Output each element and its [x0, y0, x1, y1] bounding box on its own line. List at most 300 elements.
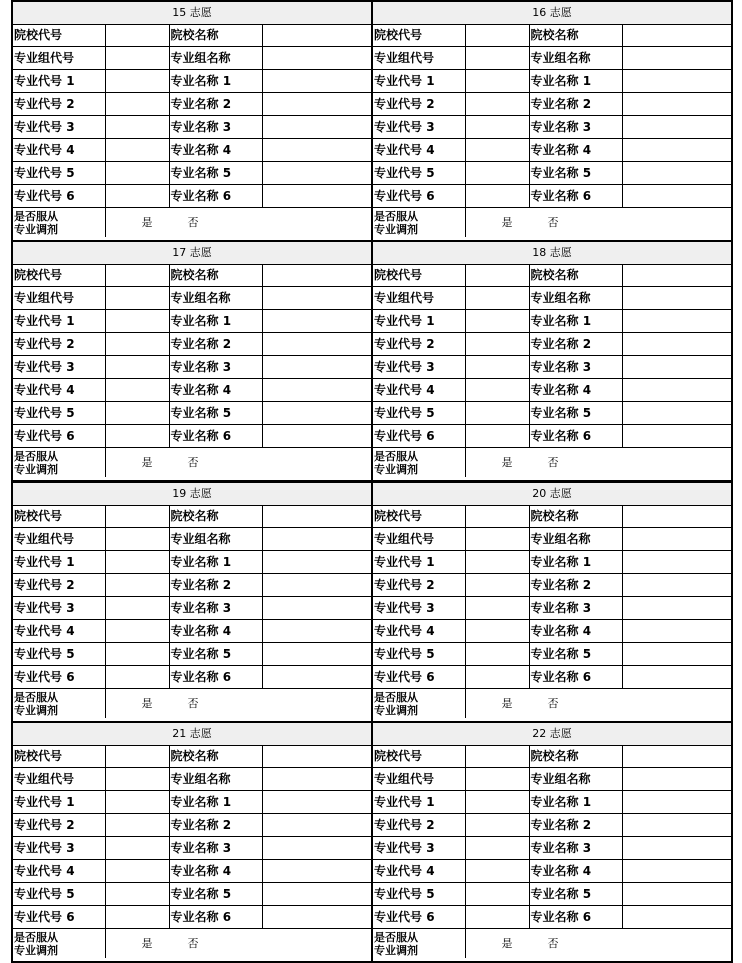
choice-card [11, 0, 373, 242]
adjust-no-option[interactable]: 否 [547, 455, 559, 469]
major-row [13, 597, 371, 620]
major-code-input[interactable] [465, 837, 529, 860]
group-code-input[interactable] [465, 47, 529, 70]
major-name-input[interactable] [262, 906, 371, 929]
major-code-input[interactable] [105, 162, 169, 185]
major-name-input[interactable] [262, 70, 371, 93]
major-name-label [169, 116, 262, 139]
adjust-no-option[interactable]: 否 [187, 936, 199, 950]
major-name-prefix: 专业名称 [170, 143, 219, 157]
major-number: 6 [66, 670, 75, 684]
major-row [373, 837, 731, 860]
adjust-label-line1: 是否服从 [14, 690, 58, 704]
major-number: 1 [582, 314, 592, 328]
choice-title: 20 志愿 [373, 483, 731, 506]
major-number: 4 [222, 383, 232, 397]
group-code-input[interactable] [105, 47, 169, 70]
major-code-input[interactable] [105, 425, 169, 448]
major-name-prefix: 专业名称 [170, 429, 219, 443]
group-row [373, 47, 731, 70]
school-code-input[interactable] [465, 745, 529, 768]
major-code-label [13, 356, 105, 379]
major-code-label [373, 814, 465, 837]
major-code-label [373, 597, 465, 620]
major-row [373, 666, 731, 689]
major-row [13, 379, 371, 402]
major-number: 6 [222, 910, 232, 924]
adjust-no-option[interactable]: 否 [547, 696, 559, 710]
major-number: 2 [582, 578, 592, 592]
major-row [373, 551, 731, 574]
major-number: 1 [222, 74, 232, 88]
major-code-prefix: 专业代号 [374, 818, 423, 832]
major-name-label [529, 551, 622, 574]
school-code-input[interactable] [105, 264, 169, 287]
major-code-prefix: 专业代号 [14, 429, 63, 443]
major-row [13, 333, 371, 356]
major-row [13, 643, 371, 666]
major-row [13, 116, 371, 139]
major-name-input[interactable] [622, 116, 731, 139]
major-name-input[interactable] [262, 643, 371, 666]
choice-card [11, 481, 373, 723]
school-row [13, 264, 371, 287]
major-code-input[interactable] [105, 333, 169, 356]
major-name-input[interactable] [262, 139, 371, 162]
major-code-prefix: 专业代号 [374, 360, 423, 374]
major-code-input[interactable] [465, 620, 529, 643]
major-number: 3 [426, 120, 435, 134]
major-number: 1 [222, 314, 232, 328]
adjust-no-option[interactable]: 否 [547, 215, 559, 229]
major-number: 6 [426, 189, 435, 203]
major-code-input[interactable] [465, 310, 529, 333]
major-name-label [169, 906, 262, 929]
major-code-input[interactable] [465, 333, 529, 356]
major-name-label [169, 402, 262, 425]
major-name-prefix: 专业名称 [170, 624, 219, 638]
major-name-input[interactable] [622, 356, 731, 379]
major-name-prefix: 专业名称 [530, 166, 579, 180]
major-name-input[interactable] [622, 906, 731, 929]
major-name-input[interactable] [622, 643, 731, 666]
major-code-label [373, 402, 465, 425]
major-name-input[interactable] [262, 837, 371, 860]
major-code-input[interactable] [105, 597, 169, 620]
major-code-prefix: 专业代号 [374, 624, 423, 638]
major-name-input[interactable] [262, 791, 371, 814]
major-name-input[interactable] [262, 860, 371, 883]
major-number: 5 [222, 406, 232, 420]
major-number: 5 [426, 406, 435, 420]
major-number: 2 [222, 578, 232, 592]
major-name-input[interactable] [622, 425, 731, 448]
major-name-prefix: 专业名称 [530, 360, 579, 374]
major-code-label [373, 379, 465, 402]
major-name-prefix: 专业名称 [530, 189, 579, 203]
major-name-prefix: 专业名称 [170, 555, 219, 569]
major-code-input[interactable] [105, 356, 169, 379]
adjust-yes-option[interactable]: 是 [141, 215, 153, 229]
major-name-prefix: 专业名称 [170, 818, 219, 832]
group-code-input[interactable] [465, 768, 529, 791]
major-name-label [169, 791, 262, 814]
major-name-input[interactable] [622, 93, 731, 116]
adjust-yes-option[interactable]: 是 [501, 455, 513, 469]
major-row [13, 93, 371, 116]
major-row [13, 620, 371, 643]
major-name-label [529, 643, 622, 666]
major-code-label [373, 666, 465, 689]
major-code-input[interactable] [465, 883, 529, 906]
major-code-input[interactable] [105, 643, 169, 666]
major-code-input[interactable] [465, 643, 529, 666]
major-row [13, 139, 371, 162]
major-name-prefix: 专业名称 [170, 337, 219, 351]
major-row [373, 906, 731, 929]
major-name-input[interactable] [622, 791, 731, 814]
school-code-input[interactable] [465, 24, 529, 47]
major-number: 2 [426, 818, 435, 832]
major-name-input[interactable] [262, 620, 371, 643]
major-number: 1 [426, 555, 435, 569]
major-code-input[interactable] [465, 402, 529, 425]
major-row [373, 70, 731, 93]
major-code-label [373, 356, 465, 379]
school-code-input[interactable] [465, 264, 529, 287]
group-row [13, 47, 371, 70]
major-number: 4 [222, 143, 232, 157]
major-code-label [13, 139, 105, 162]
major-name-input[interactable] [262, 93, 371, 116]
major-code-label [373, 883, 465, 906]
major-code-input[interactable] [465, 425, 529, 448]
major-name-prefix: 专业名称 [530, 647, 579, 661]
group-name-label: 专业组名称 [529, 528, 622, 551]
major-code-prefix: 专业代号 [14, 841, 63, 855]
major-number: 1 [66, 74, 75, 88]
major-row [373, 185, 731, 208]
major-code-input[interactable] [105, 185, 169, 208]
major-name-input[interactable] [622, 139, 731, 162]
major-code-input[interactable] [465, 791, 529, 814]
choice-table [373, 264, 731, 477]
major-name-input[interactable] [622, 310, 731, 333]
major-code-label [373, 162, 465, 185]
major-name-input[interactable] [262, 551, 371, 574]
major-name-input[interactable] [622, 574, 731, 597]
major-name-input[interactable] [622, 620, 731, 643]
major-name-input[interactable] [262, 379, 371, 402]
major-name-label [529, 791, 622, 814]
major-code-label [13, 70, 105, 93]
major-code-input[interactable] [105, 666, 169, 689]
choice-table [13, 24, 371, 237]
major-name-input[interactable] [622, 551, 731, 574]
choice-title: 21 志愿 [13, 723, 371, 746]
major-name-prefix: 专业名称 [530, 429, 579, 443]
group-name-input[interactable] [262, 528, 371, 551]
major-number: 2 [426, 97, 435, 111]
adjust-no-option[interactable]: 否 [547, 936, 559, 950]
major-code-input[interactable] [105, 837, 169, 860]
major-code-input[interactable] [465, 860, 529, 883]
major-code-input[interactable] [465, 162, 529, 185]
major-code-input[interactable] [105, 620, 169, 643]
group-code-input[interactable] [105, 528, 169, 551]
major-name-prefix: 专业名称 [170, 670, 219, 684]
major-name-label [529, 860, 622, 883]
group-code-input[interactable] [105, 768, 169, 791]
school-name-input[interactable] [262, 264, 371, 287]
major-code-label [373, 551, 465, 574]
major-name-input[interactable] [262, 402, 371, 425]
major-code-input[interactable] [105, 310, 169, 333]
adjust-label [373, 448, 465, 478]
major-name-input[interactable] [262, 574, 371, 597]
major-code-input[interactable] [465, 597, 529, 620]
major-name-label [169, 860, 262, 883]
adjust-options [465, 689, 731, 719]
major-number: 4 [582, 864, 592, 878]
group-code-label: 专业组代号 [373, 768, 465, 791]
major-code-input[interactable] [465, 379, 529, 402]
major-name-input[interactable] [622, 162, 731, 185]
major-code-prefix: 专业代号 [14, 578, 63, 592]
major-code-input[interactable] [105, 139, 169, 162]
group-name-input[interactable] [622, 768, 731, 791]
major-name-prefix: 专业名称 [530, 887, 579, 901]
major-name-label [529, 597, 622, 620]
major-code-prefix: 专业代号 [374, 74, 423, 88]
major-name-input[interactable] [262, 162, 371, 185]
major-name-label [169, 643, 262, 666]
adjust-row [373, 448, 731, 478]
major-name-input[interactable] [262, 333, 371, 356]
adjust-label-line2: 专业调剂 [374, 703, 418, 717]
major-code-input[interactable] [465, 906, 529, 929]
adjust-label-line1: 是否服从 [374, 209, 418, 223]
major-code-input[interactable] [465, 574, 529, 597]
group-name-input[interactable] [262, 287, 371, 310]
group-code-label: 专业组代号 [373, 287, 465, 310]
school-name-input[interactable] [622, 505, 731, 528]
major-name-input[interactable] [622, 883, 731, 906]
major-code-input[interactable] [105, 814, 169, 837]
major-code-input[interactable] [465, 93, 529, 116]
school-row [373, 745, 731, 768]
major-name-input[interactable] [622, 379, 731, 402]
group-name-input[interactable] [622, 287, 731, 310]
major-code-input[interactable] [105, 551, 169, 574]
choice-card [371, 721, 733, 963]
major-code-input[interactable] [105, 116, 169, 139]
major-number: 4 [582, 383, 592, 397]
group-name-input[interactable] [622, 528, 731, 551]
school-code-input[interactable] [105, 24, 169, 47]
school-code-input[interactable] [105, 505, 169, 528]
major-code-prefix: 专业代号 [374, 578, 423, 592]
major-code-input[interactable] [105, 574, 169, 597]
major-name-input[interactable] [262, 185, 371, 208]
group-name-input[interactable] [262, 47, 371, 70]
group-name-input[interactable] [622, 47, 731, 70]
major-code-label [13, 906, 105, 929]
major-code-prefix: 专业代号 [14, 189, 63, 203]
adjust-row [13, 448, 371, 478]
major-name-input[interactable] [622, 70, 731, 93]
group-row [13, 287, 371, 310]
adjust-row [373, 689, 731, 719]
major-row [13, 551, 371, 574]
major-code-input[interactable] [105, 70, 169, 93]
major-code-prefix: 专业代号 [14, 406, 63, 420]
adjust-yes-option[interactable]: 是 [141, 455, 153, 469]
major-number: 4 [426, 864, 435, 878]
major-code-label [13, 574, 105, 597]
major-name-prefix: 专业名称 [170, 314, 219, 328]
school-name-input[interactable] [262, 745, 371, 768]
school-name-label: 院校名称 [529, 505, 622, 528]
group-name-label: 专业组名称 [169, 287, 262, 310]
major-name-label [169, 597, 262, 620]
major-name-prefix: 专业名称 [170, 910, 219, 924]
adjust-label [373, 929, 465, 959]
major-code-label [13, 402, 105, 425]
major-name-input[interactable] [622, 837, 731, 860]
major-code-input[interactable] [105, 379, 169, 402]
major-code-input[interactable] [465, 356, 529, 379]
adjust-yes-option[interactable]: 是 [501, 215, 513, 229]
major-code-label [373, 70, 465, 93]
adjust-yes-option[interactable]: 是 [501, 936, 513, 950]
major-row [13, 162, 371, 185]
major-code-input[interactable] [465, 70, 529, 93]
major-name-prefix: 专业名称 [170, 97, 219, 111]
major-name-input[interactable] [622, 666, 731, 689]
major-number: 3 [222, 841, 232, 855]
major-code-label [13, 643, 105, 666]
major-row [373, 402, 731, 425]
major-name-label [529, 425, 622, 448]
major-number: 1 [426, 795, 435, 809]
major-name-prefix: 专业名称 [530, 818, 579, 832]
major-number: 1 [582, 74, 592, 88]
major-code-prefix: 专业代号 [374, 143, 423, 157]
major-name-input[interactable] [622, 333, 731, 356]
major-code-prefix: 专业代号 [14, 143, 63, 157]
major-name-input[interactable] [262, 116, 371, 139]
major-name-prefix: 专业名称 [170, 647, 219, 661]
major-number: 6 [426, 910, 435, 924]
major-name-input[interactable] [622, 185, 731, 208]
school-name-input[interactable] [262, 24, 371, 47]
adjust-yes-option[interactable]: 是 [141, 696, 153, 710]
adjust-yes-option[interactable]: 是 [501, 696, 513, 710]
school-name-input[interactable] [262, 505, 371, 528]
major-number: 6 [582, 910, 592, 924]
major-name-prefix: 专业名称 [530, 624, 579, 638]
major-code-input[interactable] [105, 402, 169, 425]
school-name-input[interactable] [622, 24, 731, 47]
school-name-input[interactable] [622, 745, 731, 768]
group-code-label: 专业组代号 [13, 287, 105, 310]
choice-card [371, 0, 733, 242]
major-name-input[interactable] [622, 860, 731, 883]
adjust-no-option[interactable]: 否 [187, 455, 199, 469]
adjust-label-line2: 专业调剂 [374, 943, 418, 957]
school-code-label: 院校代号 [373, 745, 465, 768]
group-code-input[interactable] [105, 287, 169, 310]
major-code-input[interactable] [465, 139, 529, 162]
major-name-input[interactable] [262, 666, 371, 689]
major-number: 3 [222, 601, 232, 615]
group-code-input[interactable] [465, 287, 529, 310]
major-code-input[interactable] [105, 883, 169, 906]
major-number: 2 [582, 97, 592, 111]
major-name-label [529, 379, 622, 402]
major-code-input[interactable] [105, 791, 169, 814]
major-number: 6 [582, 429, 592, 443]
major-code-input[interactable] [465, 116, 529, 139]
major-name-input[interactable] [262, 310, 371, 333]
major-name-label [529, 883, 622, 906]
major-row [373, 574, 731, 597]
adjust-label [373, 689, 465, 719]
major-row [13, 837, 371, 860]
major-name-input[interactable] [262, 814, 371, 837]
major-name-input[interactable] [622, 402, 731, 425]
major-code-label [13, 551, 105, 574]
major-code-input[interactable] [105, 93, 169, 116]
major-row [13, 425, 371, 448]
group-name-input[interactable] [262, 768, 371, 791]
major-number: 6 [222, 429, 232, 443]
major-code-input[interactable] [465, 551, 529, 574]
major-name-input[interactable] [262, 425, 371, 448]
major-code-input[interactable] [465, 814, 529, 837]
school-code-label: 院校代号 [13, 264, 105, 287]
major-name-input[interactable] [262, 883, 371, 906]
major-name-input[interactable] [262, 356, 371, 379]
major-code-input[interactable] [105, 906, 169, 929]
major-code-input[interactable] [105, 860, 169, 883]
adjust-label-line2: 专业调剂 [374, 462, 418, 476]
adjust-label-line2: 专业调剂 [374, 222, 418, 236]
major-name-input[interactable] [262, 597, 371, 620]
school-name-input[interactable] [622, 264, 731, 287]
major-name-label [529, 333, 622, 356]
major-name-label [529, 837, 622, 860]
major-name-prefix: 专业名称 [530, 337, 579, 351]
school-code-input[interactable] [465, 505, 529, 528]
major-name-prefix: 专业名称 [530, 795, 579, 809]
major-code-input[interactable] [465, 666, 529, 689]
group-code-input[interactable] [465, 528, 529, 551]
major-code-label [373, 860, 465, 883]
major-name-input[interactable] [622, 814, 731, 837]
major-row [373, 425, 731, 448]
adjust-no-option[interactable]: 否 [187, 696, 199, 710]
major-code-input[interactable] [465, 185, 529, 208]
major-name-input[interactable] [622, 597, 731, 620]
major-number: 1 [66, 555, 75, 569]
major-number: 3 [426, 360, 435, 374]
adjust-yes-option[interactable]: 是 [141, 936, 153, 950]
major-number: 1 [582, 555, 592, 569]
adjust-no-option[interactable]: 否 [187, 215, 199, 229]
school-code-input[interactable] [105, 745, 169, 768]
